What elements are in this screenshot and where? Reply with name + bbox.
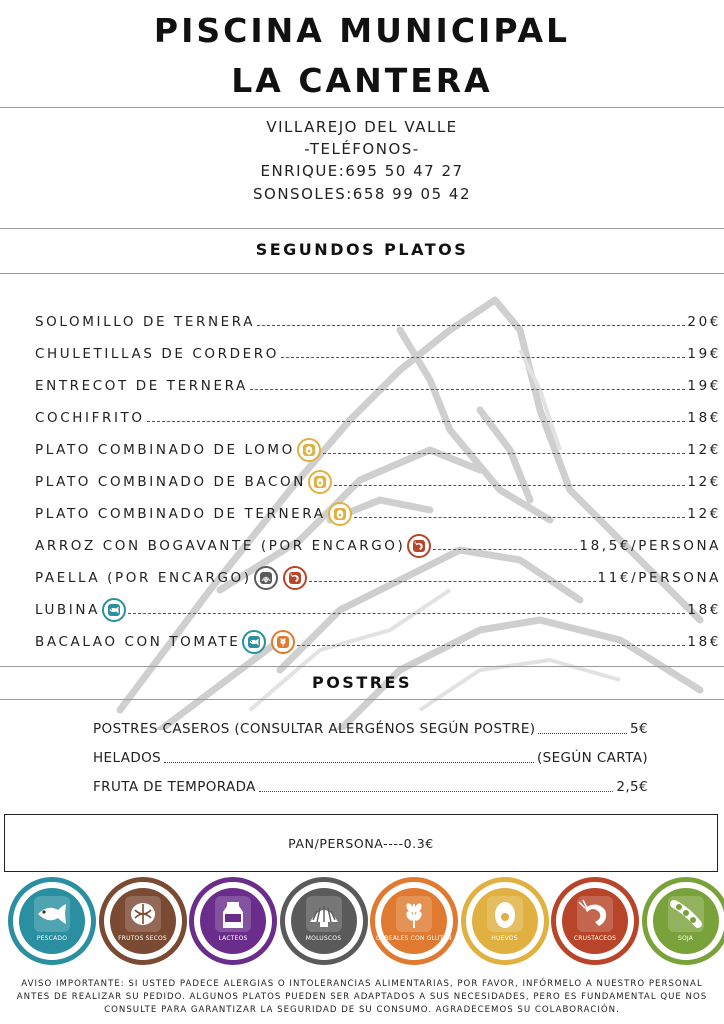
allergen-label: LACTEOS [218, 935, 248, 942]
contact-sonsoles: SONSOLES:658 99 05 42 [253, 185, 471, 203]
desserts-section-title: POSTRES [311, 673, 413, 692]
menu-item-allergens [102, 598, 126, 622]
menu-item-allergens [328, 502, 352, 526]
allergen-label: CEREALES CON GLUTEN [375, 935, 453, 942]
egg-icon [487, 896, 523, 932]
menu-item-name: PLATO COMBINADO DE BACON [35, 474, 306, 490]
allergen-badge-nut [99, 877, 187, 965]
nut-icon [125, 896, 161, 932]
header-divider [0, 107, 724, 108]
dessert-item-price: 5€ [630, 721, 648, 737]
dessert-item-name: HELADOS [93, 750, 162, 766]
info-divider [0, 228, 724, 229]
town-name: VILLAREJO DEL VALLE [266, 118, 458, 136]
menu-item-price: 12€ [687, 474, 721, 490]
menu-item-price: 19€ [687, 378, 721, 394]
shrimp-allergen-icon [407, 534, 431, 558]
dessert-item-name: POSTRES CASEROS (CONSULTAR ALERGÉNOS SEGÚN POSTRE) [93, 721, 536, 737]
allergen-badge-wheat [370, 877, 458, 965]
egg-icon [303, 444, 315, 456]
menu-item-price: 19€ [687, 346, 721, 362]
menu-item-name: LUBINA [35, 602, 100, 618]
menu-item-allergens [254, 566, 307, 590]
egg-allergen-icon [308, 470, 332, 494]
contact-enrique: ENRIQUE:695 50 47 27 [260, 162, 464, 180]
menu-item-name: ARROZ CON BOGAVANTE (POR ENCARGO) [35, 538, 406, 554]
dotted-leader [259, 791, 614, 792]
desserts-bottom-divider [0, 699, 724, 700]
shell-icon [306, 896, 342, 932]
menu-item-allergens [308, 470, 332, 494]
dotted-leader [354, 517, 686, 518]
fish-allergen-icon [102, 598, 126, 622]
desserts-top-divider [0, 666, 724, 667]
allergy-notice: AVISO IMPORTANTE: SI USTED PADECE ALERGIAS O INTOLERANCIAS ALIMENTARIAS, POR FAVOR, INFÓRMELO A NUESTRO PERSONAL ANTES DE REALIZAR SU PEDIDO. ALGUNOS PLATOS PUEDEN SER ADAPTADOS A SUS NECESIDADES, PERO ES FUNDAMENTAL QUE NOS CONSULTE PARA GARANTIZAR LA SEGURIDAD DE SU CONSUMO. AGRADECEMOS SU COLABORACIÓN. [16, 979, 708, 1015]
restaurant-title-line2: LA CANTERA [231, 61, 493, 100]
egg-icon [334, 508, 346, 520]
dessert-item [93, 748, 648, 768]
menu-item-name: COCHIFRITO [35, 410, 145, 426]
restaurant-title-line1: PISCINA MUNICIPAL [153, 11, 571, 50]
allergen-label: MOLUSCOS [305, 935, 342, 942]
dessert-item-price: (SEGÚN CARTA) [536, 750, 648, 766]
dotted-leader [147, 421, 686, 422]
allergen-badge-egg [461, 877, 549, 965]
allergen-label: PESCADO [36, 935, 68, 942]
allergen-badge-fish [8, 877, 96, 965]
dotted-leader [257, 325, 685, 326]
egg-allergen-icon [328, 502, 352, 526]
menu-item [35, 374, 721, 398]
dotted-leader [281, 357, 685, 358]
bread-price-box [4, 814, 718, 872]
fish-allergen-icon [242, 630, 266, 654]
mains-divider [0, 273, 724, 274]
dotted-leader [250, 389, 686, 390]
shell-allergen-icon [254, 566, 278, 590]
menu-item [35, 598, 721, 622]
allergen-label: FRUTOS SECOS [118, 935, 167, 942]
wheat-icon [277, 636, 289, 648]
dotted-leader [334, 485, 685, 486]
menu-item-name: ENTRECOT DE TERNERA [35, 378, 248, 394]
allergen-badge-soy [642, 877, 724, 965]
shrimp-icon [289, 572, 301, 584]
menu-item-name: BACALAO CON TOMATE [35, 634, 241, 650]
egg-icon [314, 476, 326, 488]
dessert-item-name: FRUTA DE TEMPORADA [93, 779, 256, 795]
menu-item-name: PAELLA (POR ENCARGO) [35, 570, 252, 586]
menu-item [35, 310, 721, 334]
dotted-leader [164, 762, 534, 763]
menu-item [35, 566, 721, 590]
menu-item-allergens [297, 438, 321, 462]
fish-icon [248, 636, 260, 648]
menu-item-name: SOLOMILLO DE TERNERA [35, 314, 256, 330]
dessert-item [93, 777, 648, 797]
dotted-leader [323, 453, 686, 454]
milk-icon [215, 896, 251, 932]
allergen-badge-milk [189, 877, 277, 965]
menu-item-price: 18€ [687, 602, 721, 618]
allergen-label: HUEVOS [491, 935, 518, 942]
allergen-label: SOJA [677, 935, 694, 942]
dotted-leader [433, 549, 577, 550]
menu-item [35, 438, 721, 462]
allergen-badge-shell [280, 877, 368, 965]
dotted-leader [128, 613, 686, 614]
dotted-leader [538, 733, 627, 734]
dotted-leader [309, 581, 596, 582]
fish-icon [34, 896, 70, 932]
menu-item-price: 18€ [687, 634, 721, 650]
fish-icon [108, 604, 120, 616]
shrimp-allergen-icon [283, 566, 307, 590]
menu-item [35, 534, 721, 558]
allergen-label: CRUSTACEOS [573, 935, 617, 942]
menu-item-price: 20€ [687, 314, 721, 330]
shrimp-icon [413, 540, 425, 552]
dessert-item [93, 719, 648, 739]
shrimp-icon [577, 896, 613, 932]
shell-icon [260, 572, 272, 584]
menu-item [35, 342, 721, 366]
menu-item-price: 11€/PERSONA [597, 570, 721, 586]
menu-item-price: 18,5€/PERSONA [579, 538, 721, 554]
egg-allergen-icon [297, 438, 321, 462]
mains-section-title: SEGUNDOS PLATOS [255, 240, 469, 259]
bread-price-text: PAN/PERSONA----0.3€ [288, 835, 434, 851]
menu-item [35, 406, 721, 430]
menu-item-price: 18€ [687, 410, 721, 426]
menu-item [35, 470, 721, 494]
soy-icon [668, 896, 704, 932]
wheat-icon [396, 896, 432, 932]
allergen-legend [0, 875, 724, 970]
wheat-allergen-icon [271, 630, 295, 654]
dotted-leader [297, 645, 685, 646]
menu-item-price: 12€ [687, 442, 721, 458]
menu-item-name: PLATO COMBINADO DE TERNERA [35, 506, 326, 522]
menu-item-price: 12€ [687, 506, 721, 522]
menu-item-name: CHULETILLAS DE CORDERO [35, 346, 279, 362]
menu-item-allergens [242, 630, 295, 654]
allergen-badge-shrimp [551, 877, 639, 965]
menu-item [35, 630, 721, 654]
phones-label: -TELÉFONOS- [304, 140, 420, 158]
menu-item [35, 502, 721, 526]
menu-item-name: PLATO COMBINADO DE LOMO [35, 442, 295, 458]
dessert-item-price: 2,5€ [616, 779, 648, 795]
menu-item-allergens [407, 534, 431, 558]
